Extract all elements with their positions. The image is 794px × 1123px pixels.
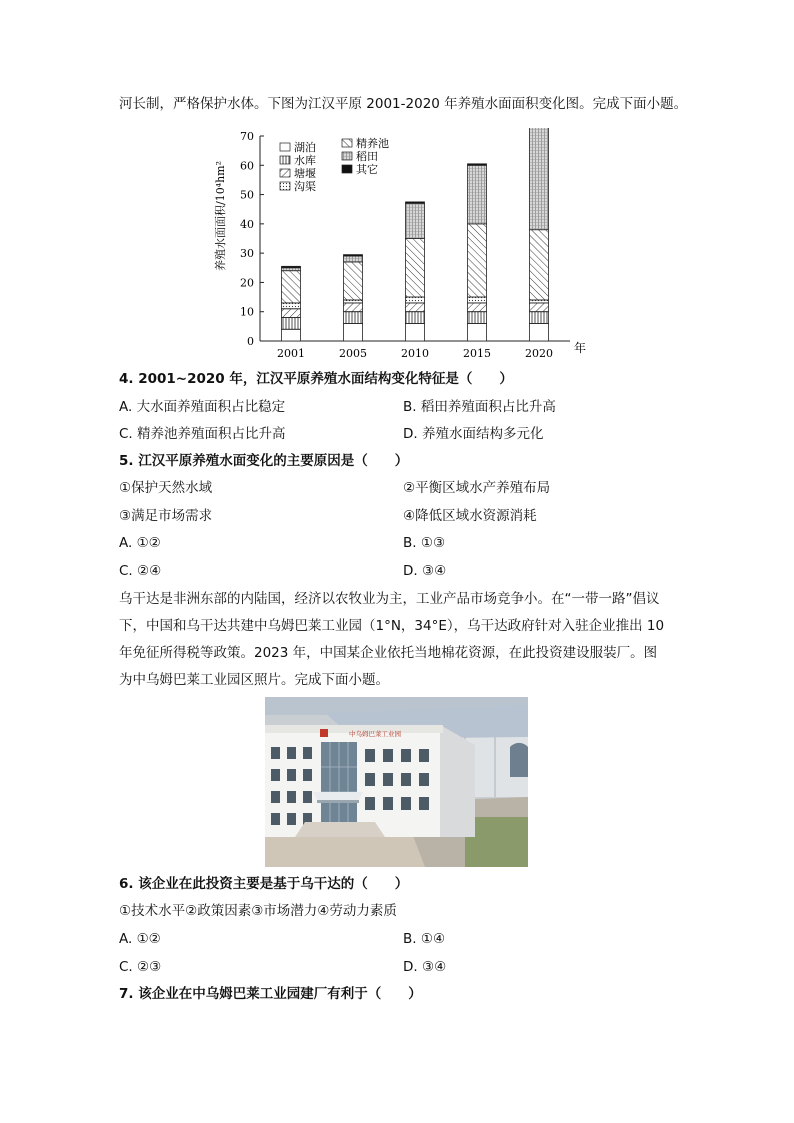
bar-segment-湖泊-2001: [282, 329, 301, 341]
chart-bars: [277, 128, 553, 360]
passage2-line-2: 下，中国和乌干达共建中乌姆巴莱工业园（1°N，34°E），乌干达政府针对入驻企业推出 10: [119, 618, 665, 634]
bar-segment-精养池-2015: [468, 224, 487, 297]
bar-segment-湖泊-2015: [468, 323, 487, 341]
bar-segment-湖泊-2005: [344, 323, 363, 341]
x-tick-label: 2015: [463, 347, 491, 360]
legend-swatch: [280, 182, 290, 190]
chart-legend: [280, 136, 389, 193]
q6-items: ①技术水平②政策因素③市场潜力④劳动力素质: [119, 903, 397, 919]
legend-label: 塘堰: [294, 167, 316, 180]
legend-swatch: [280, 169, 290, 177]
q5-option-c[interactable]: C. ②④: [119, 563, 162, 579]
bar-segment-塘堰-2010: [406, 303, 425, 312]
bar-segment-稻田-2010: [406, 203, 425, 238]
legend-swatch: [280, 156, 290, 164]
y-axis-label: 养殖水面面积/10⁴hm²: [214, 160, 227, 272]
x-tick-label: 2005: [339, 347, 367, 360]
bar-segment-其它-2010: [406, 202, 425, 203]
bar-segment-塘堰-2015: [468, 303, 487, 312]
bar-segment-沟渠-2005: [344, 300, 363, 303]
bar-segment-塘堰-2005: [344, 303, 363, 312]
bar-segment-湖泊-2010: [406, 323, 425, 341]
q5-stem: 5. 江汉平原养殖水面变化的主要原因是（ ）: [119, 453, 409, 469]
bar-segment-水库-2010: [406, 312, 425, 324]
q6-option-c[interactable]: C. ②③: [119, 959, 162, 975]
q5-option-d[interactable]: D. ③④: [403, 563, 447, 579]
q7-stem: 7. 该企业在中乌姆巴莱工业园建厂有利于（ ）: [119, 986, 422, 1002]
q6-stem: 6. 该企业在此投资主要是基于乌干达的（ ）: [119, 876, 409, 892]
legend-label: 湖泊: [294, 141, 316, 154]
legend-swatch: [342, 152, 352, 160]
park-sign: 中乌姆巴莱工业园: [349, 730, 401, 738]
bar-segment-湖泊-2020: [530, 323, 549, 341]
bar-segment-水库-2020: [530, 312, 549, 324]
q5-option-a[interactable]: A. ①②: [119, 535, 161, 551]
bar-segment-塘堰-2020: [530, 303, 549, 312]
q5-item-2: ②平衡区域水产养殖布局: [403, 480, 551, 496]
bar-segment-精养池-2020: [530, 230, 549, 300]
legend-label: 稻田: [356, 150, 378, 163]
q6-option-d[interactable]: D. ③④: [403, 959, 447, 975]
q5-item-3: ③满足市场需求: [119, 508, 213, 524]
q4-option-c[interactable]: C. 精养池养殖面积占比升高: [119, 426, 286, 442]
bar-segment-沟渠-2020: [530, 300, 549, 303]
q6-option-b[interactable]: B. ①④: [403, 931, 446, 947]
y-tick-label: 40: [240, 217, 254, 231]
intro-text: 河长制，严格保护水体。下图为江汉平原 2001-2020 年养殖水面面积变化图。完成下面小题。: [119, 96, 688, 112]
y-tick-label: 10: [240, 305, 254, 319]
bar-segment-其它-2005: [344, 255, 363, 256]
legend-swatch: [280, 143, 290, 151]
y-tick-label: 50: [240, 188, 254, 202]
industrial-park-photo: [265, 697, 528, 867]
q6-option-a[interactable]: A. ①②: [119, 931, 161, 947]
x-axis-label: 年: [574, 341, 587, 355]
legend-label: 沟渠: [294, 180, 316, 193]
passage2-line-4: 为中乌姆巴莱工业园区照片。完成下面小题。: [119, 672, 389, 688]
stacked-bar-chart: [210, 128, 590, 364]
y-tick-label: 20: [240, 276, 254, 290]
q5-option-b[interactable]: B. ①③: [403, 535, 446, 551]
q5-item-1: ①保护天然水域: [119, 480, 213, 496]
q5-item-4: ④降低区域水资源消耗: [403, 508, 537, 524]
legend-swatch: [342, 139, 352, 147]
y-tick-label: 30: [240, 247, 254, 261]
y-tick-label: 60: [240, 159, 254, 173]
q4-option-b[interactable]: B. 稻田养殖面积占比升高: [403, 399, 556, 415]
passage2-line-1: 乌干达是非洲东部的内陆国，经济以农牧业为主，工业产品市场竞争小。在“一带一路”倡议: [119, 591, 660, 607]
bar-segment-沟渠-2001: [282, 303, 301, 309]
bar-segment-精养池-2001: [282, 271, 301, 303]
x-tick-label: 2010: [401, 347, 429, 360]
q4-option-a[interactable]: A. 大水面养殖面积占比稳定: [119, 399, 286, 415]
bar-segment-水库-2015: [468, 312, 487, 324]
bar-segment-沟渠-2010: [406, 297, 425, 303]
legend-label: 精养池: [356, 137, 389, 150]
legend-swatch: [342, 165, 352, 173]
legend-label: 其它: [356, 163, 378, 176]
y-tick-label: 70: [240, 130, 254, 143]
legend-label: 水库: [294, 154, 316, 167]
bar-segment-稻田-2020: [530, 128, 549, 230]
bar-segment-其它-2001: [282, 266, 301, 267]
bar-segment-稻田-2015: [468, 165, 487, 224]
bar-segment-稻田-2001: [282, 268, 301, 271]
bar-segment-沟渠-2015: [468, 297, 487, 303]
x-tick-label: 2020: [525, 347, 553, 360]
q4-stem: 4. 2001~2020 年，江汉平原养殖水面结构变化特征是（ ）: [119, 371, 513, 387]
chart: [210, 128, 590, 364]
bar-segment-精养池-2010: [406, 239, 425, 298]
bar-segment-水库-2005: [344, 312, 363, 324]
bar-segment-稻田-2005: [344, 256, 363, 262]
bar-segment-其它-2015: [468, 164, 487, 165]
y-tick-label: 0: [247, 335, 254, 348]
bar-segment-水库-2001: [282, 318, 301, 330]
bar-segment-塘堰-2001: [282, 309, 301, 318]
x-tick-label: 2001: [277, 347, 305, 360]
bar-segment-精养池-2005: [344, 262, 363, 300]
q4-option-d[interactable]: D. 养殖水面结构多元化: [403, 426, 544, 442]
passage2-line-3: 年免征所得税等政策。2023 年，中国某企业依托当地棉花资源，在此投资建设服装厂。图: [119, 645, 658, 661]
